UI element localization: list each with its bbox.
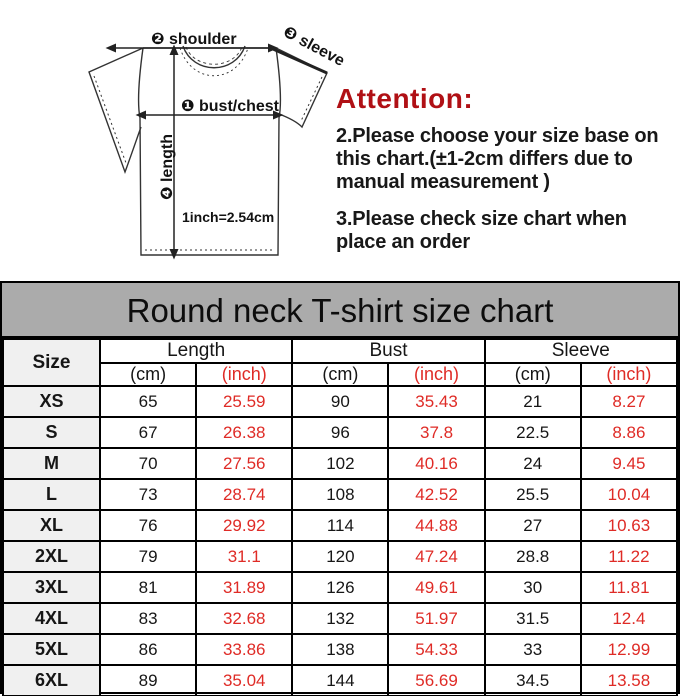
tshirt-diagram-icon bbox=[75, 15, 355, 270]
length-cm-cell: 67 bbox=[100, 417, 196, 448]
bust-cm-cell: 90 bbox=[292, 386, 388, 417]
sleeve-cm-cell: 30 bbox=[485, 572, 581, 603]
length-inch-cell: 26.38 bbox=[196, 417, 292, 448]
table-row-4xl bbox=[3, 603, 677, 634]
size-label-cell: 2XL bbox=[3, 541, 100, 572]
bust-inch-cell: 44.88 bbox=[388, 510, 484, 541]
size-chart-title: Round neck T-shirt size chart bbox=[2, 283, 678, 338]
table-row-l bbox=[3, 479, 677, 510]
bust-inch-cell: 47.24 bbox=[388, 541, 484, 572]
sleeve-inch-cell: 10.04 bbox=[581, 479, 677, 510]
size-label-cell: L bbox=[3, 479, 100, 510]
bust-cm-cell: 114 bbox=[292, 510, 388, 541]
length-inch-cell: 35.04 bbox=[196, 665, 292, 696]
bust-label: ❶ bust/chest bbox=[181, 98, 280, 115]
attention-heading: Attention: bbox=[336, 83, 474, 114]
bust-cm-cell: 96 bbox=[292, 417, 388, 448]
size-label-cell: 5XL bbox=[3, 634, 100, 665]
length-inch-cell: 31.1 bbox=[196, 541, 292, 572]
length-inch-cell: 33.86 bbox=[196, 634, 292, 665]
length-inch-cell: 28.74 bbox=[196, 479, 292, 510]
bust-cm-unit-header: (cm) bbox=[292, 363, 388, 386]
table-unit-header-row bbox=[3, 363, 677, 386]
bust-inch-cell: 49.61 bbox=[388, 572, 484, 603]
length-cm-cell: 81 bbox=[100, 572, 196, 603]
sleeve-inch-cell: 10.63 bbox=[581, 510, 677, 541]
table-row-6xl bbox=[3, 665, 677, 696]
table-row-5xl bbox=[3, 634, 677, 665]
length-cm-cell: 76 bbox=[100, 510, 196, 541]
size-table bbox=[2, 338, 678, 696]
measurement-diagram bbox=[0, 0, 680, 280]
sleeve-column-header: Sleeve bbox=[485, 339, 677, 363]
table-group-header-row bbox=[3, 339, 677, 363]
size-label-cell: 4XL bbox=[3, 603, 100, 634]
sleeve-label: ❸ sleeve bbox=[280, 23, 348, 70]
bust-inch-cell: 40.16 bbox=[388, 448, 484, 479]
sleeve-inch-cell: 9.45 bbox=[581, 448, 677, 479]
sleeve-cm-cell: 22.5 bbox=[485, 417, 581, 448]
length-label: ❹ length bbox=[159, 134, 176, 200]
attention-note-3: 3.Please check size chart when place an order bbox=[336, 208, 627, 253]
bust-inch-cell: 35.43 bbox=[388, 386, 484, 417]
length-cm-cell: 83 bbox=[100, 603, 196, 634]
inch-conversion-note: 1inch=2.54cm bbox=[182, 209, 275, 225]
bust-cm-cell: 108 bbox=[292, 479, 388, 510]
sleeve-inch-cell: 8.27 bbox=[581, 386, 677, 417]
length-cm-cell: 89 bbox=[100, 665, 196, 696]
length-inch-cell: 25.59 bbox=[196, 386, 292, 417]
bust-cm-cell: 138 bbox=[292, 634, 388, 665]
size-label-cell: XL bbox=[3, 510, 100, 541]
bust-cm-cell: 102 bbox=[292, 448, 388, 479]
size-chart-section bbox=[0, 281, 680, 694]
sleeve-cm-cell: 31.5 bbox=[485, 603, 581, 634]
length-cm-unit-header: (cm) bbox=[100, 363, 196, 386]
sleeve-inch-cell: 12.4 bbox=[581, 603, 677, 634]
length-inch-unit-header: (inch) bbox=[196, 363, 292, 386]
size-label-cell: 3XL bbox=[3, 572, 100, 603]
sleeve-inch-unit-header: (inch) bbox=[581, 363, 677, 386]
bust-inch-cell: 37.8 bbox=[388, 417, 484, 448]
sleeve-cm-cell: 28.8 bbox=[485, 541, 581, 572]
sleeve-cm-cell: 33 bbox=[485, 634, 581, 665]
length-column-header: Length bbox=[100, 339, 292, 363]
length-cm-cell: 73 bbox=[100, 479, 196, 510]
length-cm-cell: 86 bbox=[100, 634, 196, 665]
sleeve-cm-cell: 34.5 bbox=[485, 665, 581, 696]
bust-inch-unit-header: (inch) bbox=[388, 363, 484, 386]
table-row-xl bbox=[3, 510, 677, 541]
length-cm-cell: 70 bbox=[100, 448, 196, 479]
attention-note-2: 2.Please choose your size base on this chart.(±1-2cm differs due to manual measurement ) bbox=[336, 125, 659, 193]
table-row-xs bbox=[3, 386, 677, 417]
sleeve-inch-cell: 13.58 bbox=[581, 665, 677, 696]
bust-cm-cell: 144 bbox=[292, 665, 388, 696]
bust-cm-cell: 126 bbox=[292, 572, 388, 603]
shoulder-label: ❷ shoulder bbox=[151, 31, 237, 48]
size-label-cell: 6XL bbox=[3, 665, 100, 696]
sleeve-inch-cell: 11.81 bbox=[581, 572, 677, 603]
sleeve-cm-cell: 21 bbox=[485, 386, 581, 417]
size-label-cell: S bbox=[3, 417, 100, 448]
sleeve-cm-cell: 27 bbox=[485, 510, 581, 541]
length-inch-cell: 29.92 bbox=[196, 510, 292, 541]
size-column-header: Size bbox=[3, 339, 100, 386]
length-inch-cell: 27.56 bbox=[196, 448, 292, 479]
bust-inch-cell: 42.52 bbox=[388, 479, 484, 510]
sleeve-inch-cell: 11.22 bbox=[581, 541, 677, 572]
sleeve-cm-unit-header: (cm) bbox=[485, 363, 581, 386]
table-row-2xl bbox=[3, 541, 677, 572]
size-label-cell: XS bbox=[3, 386, 100, 417]
bust-inch-cell: 51.97 bbox=[388, 603, 484, 634]
length-cm-cell: 79 bbox=[100, 541, 196, 572]
table-row-s bbox=[3, 417, 677, 448]
size-label-cell: M bbox=[3, 448, 100, 479]
length-cm-cell: 65 bbox=[100, 386, 196, 417]
bust-inch-cell: 54.33 bbox=[388, 634, 484, 665]
sleeve-inch-cell: 12.99 bbox=[581, 634, 677, 665]
sleeve-cm-cell: 25.5 bbox=[485, 479, 581, 510]
attention-block bbox=[336, 83, 680, 254]
length-inch-cell: 32.68 bbox=[196, 603, 292, 634]
table-row-3xl bbox=[3, 572, 677, 603]
table-row-m bbox=[3, 448, 677, 479]
bust-inch-cell: 56.69 bbox=[388, 665, 484, 696]
bust-cm-cell: 132 bbox=[292, 603, 388, 634]
bust-cm-cell: 120 bbox=[292, 541, 388, 572]
sleeve-cm-cell: 24 bbox=[485, 448, 581, 479]
bust-column-header: Bust bbox=[292, 339, 484, 363]
length-inch-cell: 31.89 bbox=[196, 572, 292, 603]
sleeve-inch-cell: 8.86 bbox=[581, 417, 677, 448]
